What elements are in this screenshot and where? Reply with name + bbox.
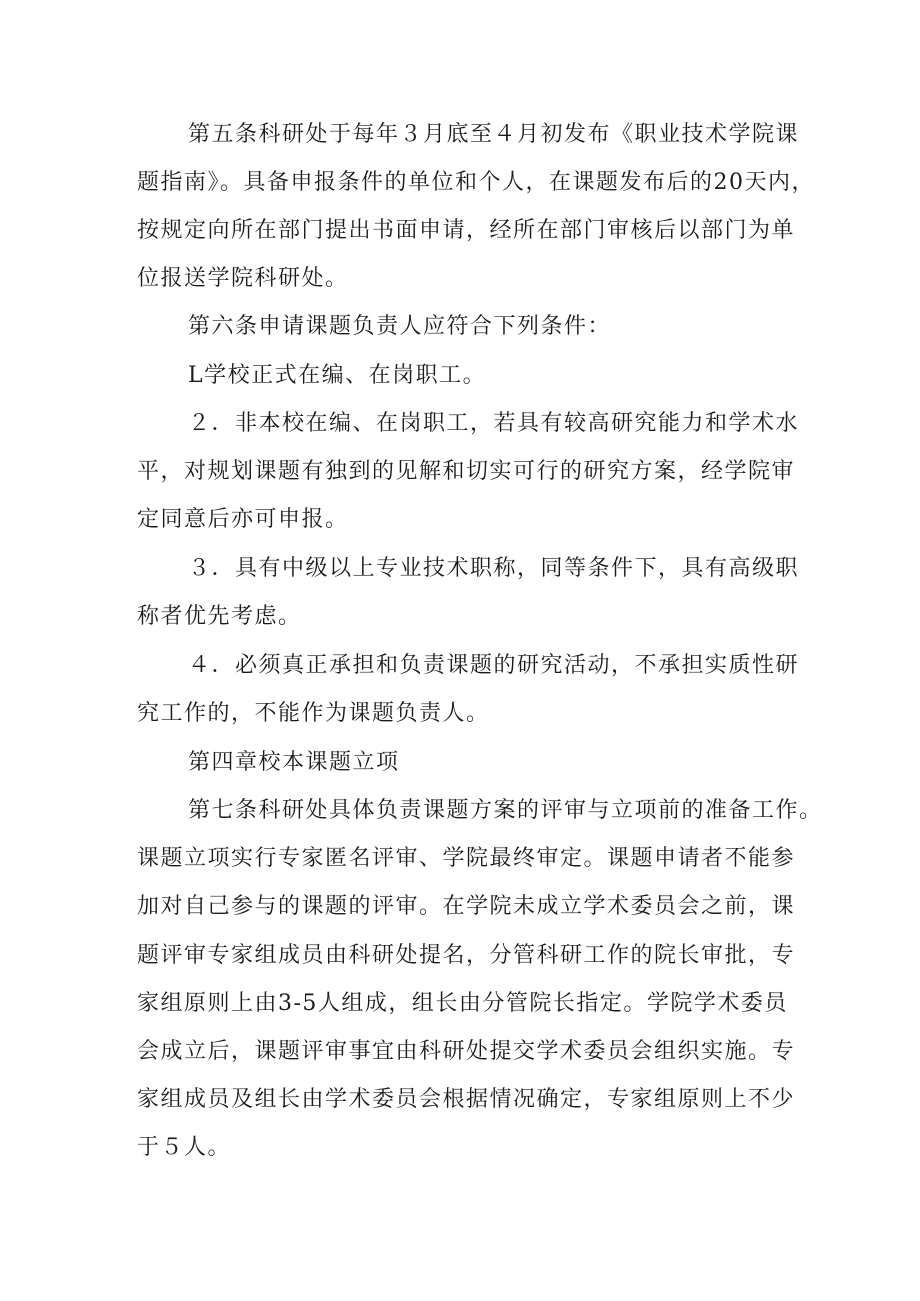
text-line: ３．具有中级以上专业技术职称，同等条件下，具有高级职 <box>188 556 800 581</box>
text-line: 家组原则上由3-5人组成，组长由分管院长指定。学院学术委员 <box>137 991 788 1016</box>
text-line: 加对自己参与的课题的评审。在学院未成立学术委员会之前，课 <box>137 894 796 919</box>
text-line: ２．非本校在编、在岗职工，若具有较高研究能力和学术水 <box>188 411 800 436</box>
text-line: 究工作的，不能作为课题负责人。 <box>137 701 490 726</box>
text-line: 第四章校本课题立项 <box>188 750 400 775</box>
text-line: 课题立项实行专家匿名评审、学院最终审定。课题申请者不能参 <box>137 846 796 871</box>
text-line: 第七条科研处具体负责课题方案的评审与立项前的准备工作。 <box>188 798 823 823</box>
text-line: 平，对规划课题有独到的见解和切实可行的研究方案，经学院审 <box>137 459 796 484</box>
text-line: 第六条申请课题负责人应符合下列条件： <box>188 314 612 339</box>
text-line: 于５人。 <box>137 1135 232 1160</box>
text-line: L学校正式在编、在岗职工。 <box>188 363 487 388</box>
text-line: 位报送学院科研处。 <box>137 266 349 291</box>
text-line: 题评审专家组成员由科研处提名，分管科研工作的院长审批，专 <box>137 943 796 968</box>
text-line: 家组成员及组长由学术委员会根据情况确定，专家组原则上不少 <box>137 1087 796 1112</box>
text-line: 按规定向所在部门提出书面申请，经所在部门审核后以部门为单 <box>137 218 796 243</box>
text-line: 会成立后，课题评审事宜由科研处提交学术委员会组织实施。专 <box>137 1039 796 1064</box>
text-line: 第五条科研处于每年３月底至４月初发布《职业技术学院课 <box>188 122 800 147</box>
text-line: 题指南》。具备申报条件的单位和个人，在课题发布后的20天内， <box>137 170 815 195</box>
text-line: ４．必须真正承担和负责课题的研究活动，不承担实质性研 <box>188 653 800 678</box>
text-line: 称者优先考虑。 <box>137 604 302 629</box>
text-line: 定同意后亦可申报。 <box>137 507 349 532</box>
